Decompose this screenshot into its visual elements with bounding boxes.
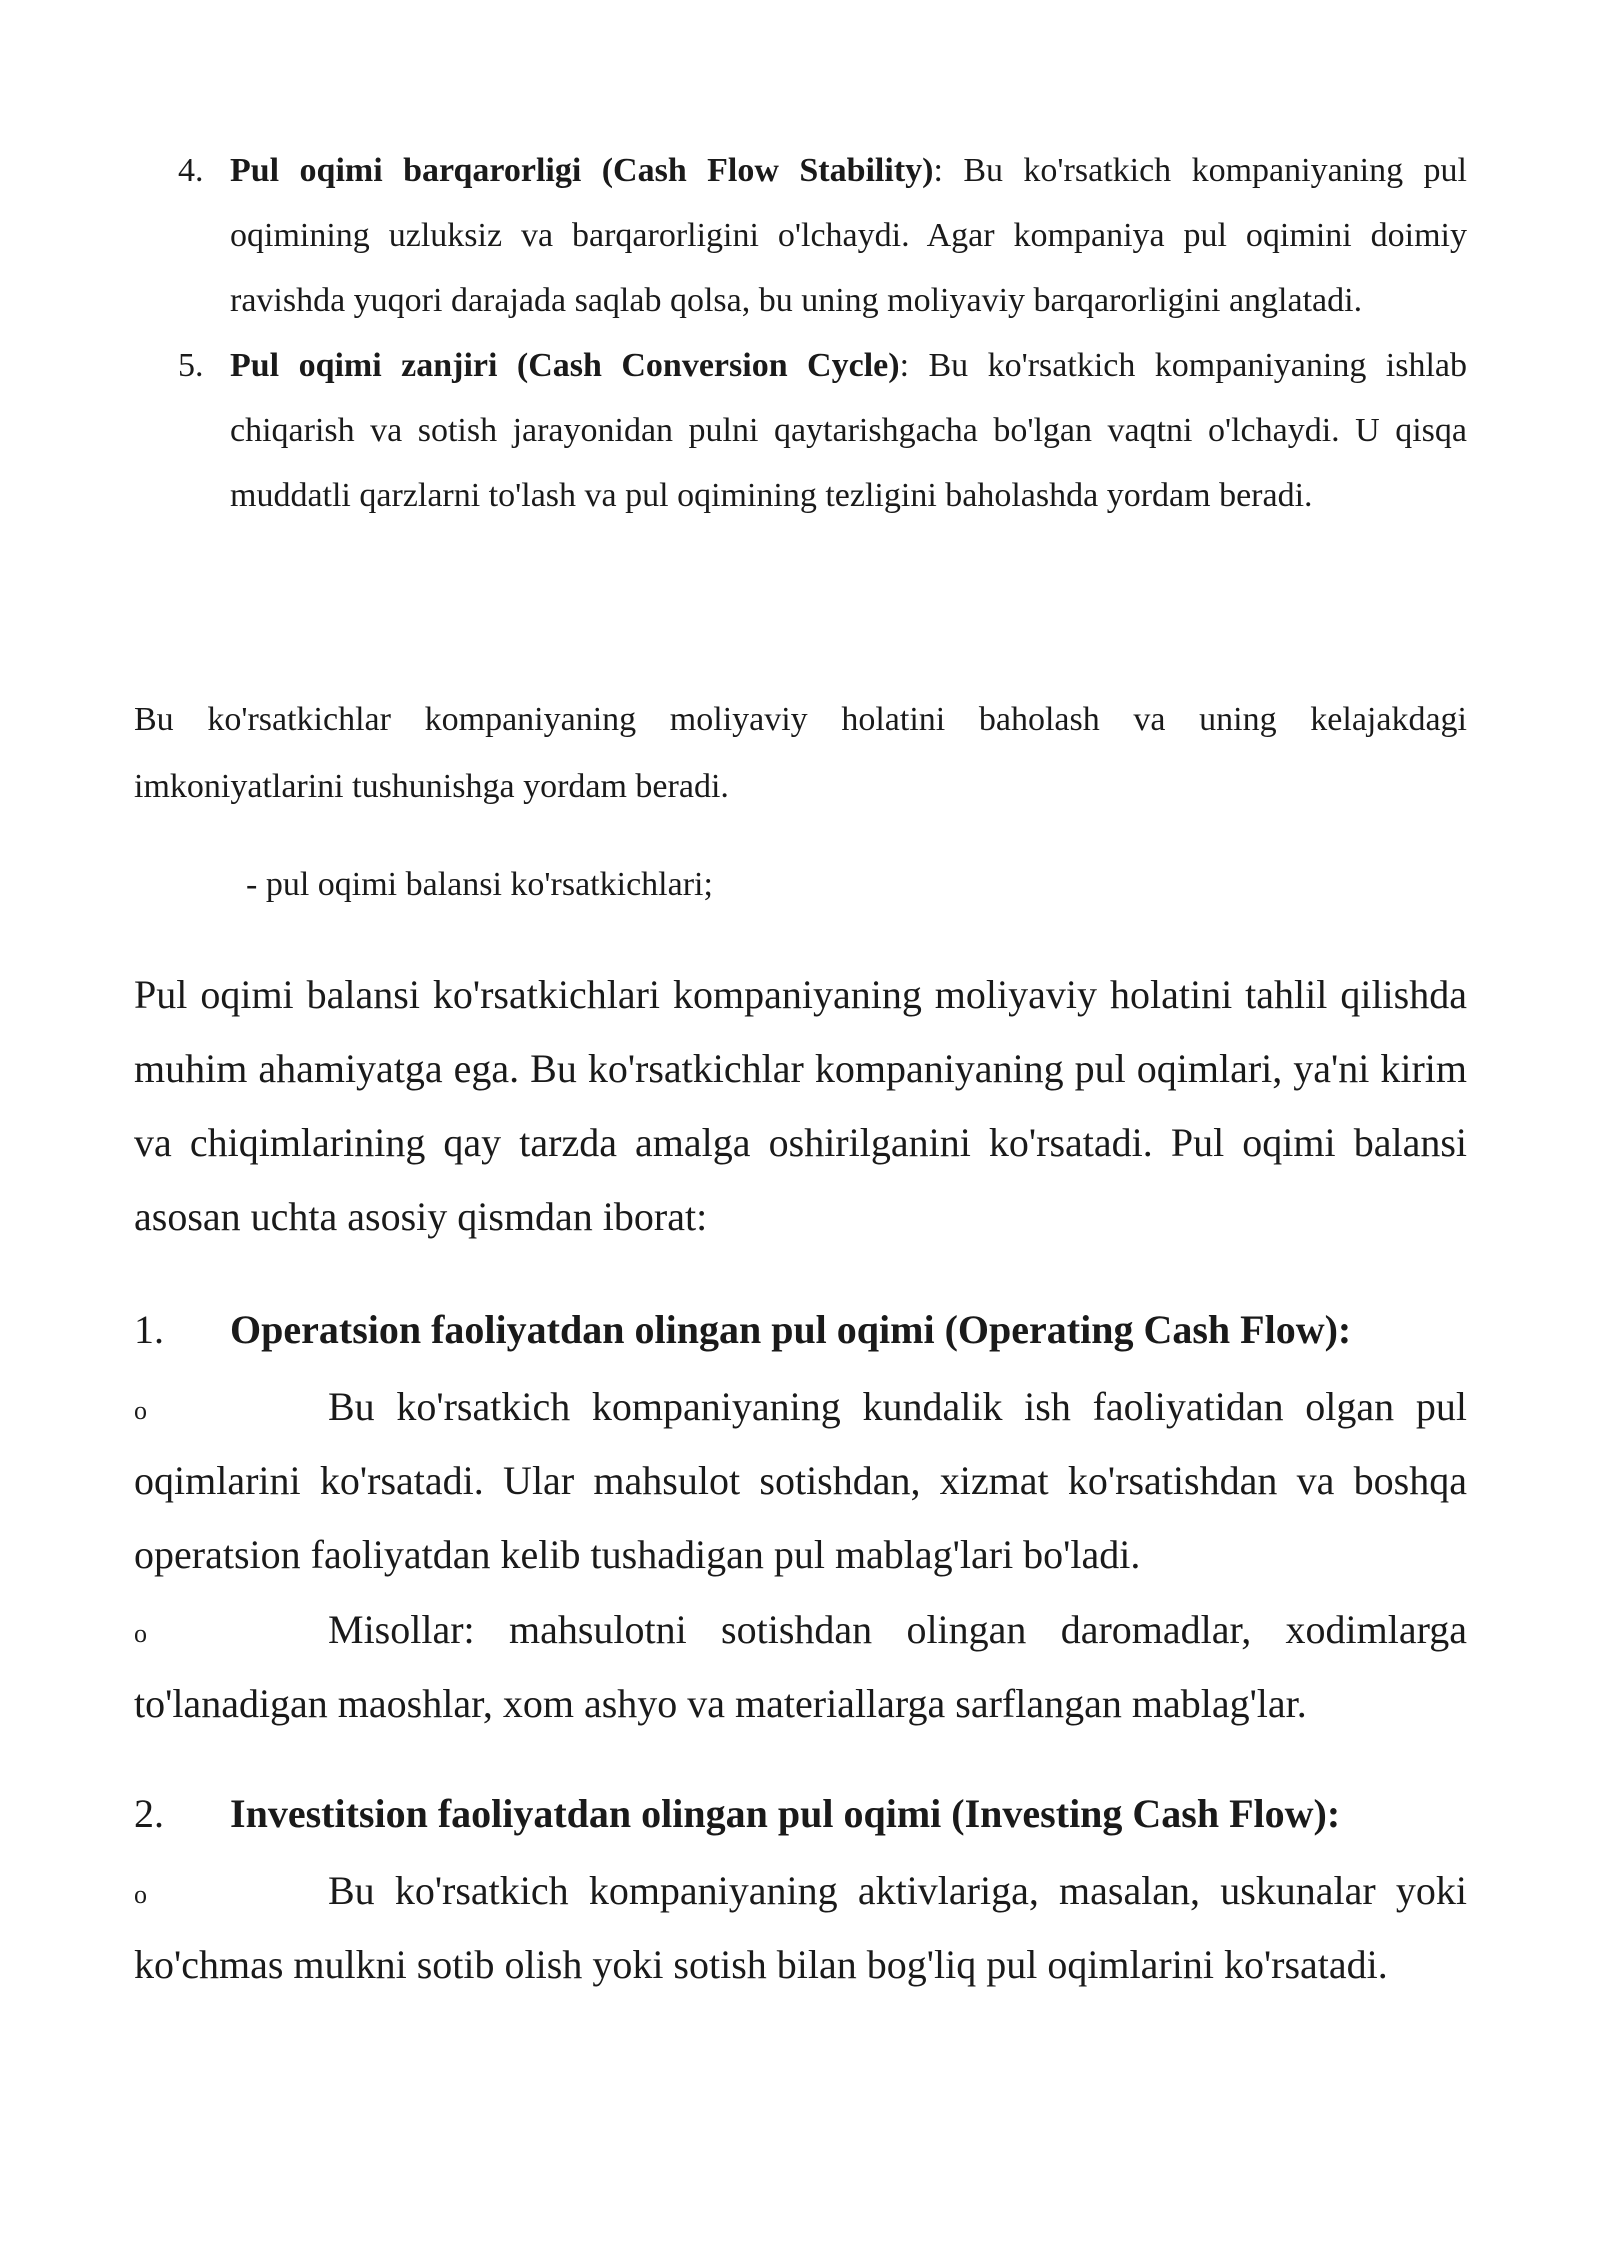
section-heading-investing (134, 1784, 1467, 1844)
section-heading-operating (134, 1300, 1467, 1360)
intro-paragraph: Pul oqimi balansi ko'rsatkichlari kompaniyaning moliyaviy holatini tahlil qilishda muhim ahamiyatga ega. Bu ko'rsatkichlar kompaniyaning pul oqimlari, ya'ni kirim va chiqimlarining qay tarzda amalga oshirilganini ko'rsatadi. Pul oqimi balansi asosan uchta asosiy qismdan iborat: (134, 972, 1467, 1239)
list-item-term: Pul oqimi barqarorligi (Cash Flow Stability) (230, 152, 934, 189)
list-item-number: 4. (178, 152, 204, 189)
section-point (134, 1854, 1467, 2002)
numbered-list (175, 138, 1467, 528)
section-title: Operatsion faoliyatdan olingan pul oqimi (Operating Cash Flow): (230, 1307, 1352, 1352)
bullet-mark: o (134, 1618, 147, 1648)
dash-bullet-line: - pul oqimi balansi ko'rsatkichlari; (246, 866, 713, 903)
bullet-mark: o (134, 1395, 147, 1425)
bullet-mark: o (134, 1879, 147, 1909)
summary-paragraph: Bu ko'rsatkichlar kompaniyaning moliyaviy holatini baholash va uning kelajakdagi imkoniyatlarini tushunishga yordam beradi. (134, 701, 1467, 805)
list-item-text: : Bu ko'rsatkich kompaniyaning pul oqimining uzluksiz va barqarorligini o'lchaydi. Agar kompaniya pul oqimini doimiy ravishda yuqori darajada saqlab qolsa, bu uning moliyaviy barqarorligini anglatadi. (230, 152, 1467, 319)
section-number: 1. (134, 1307, 164, 1352)
section-point (134, 1593, 1467, 1741)
list-item (175, 333, 1467, 528)
section-point-text: Misollar: mahsulotni sotishdan olingan daromadlar, xodimlarga to'lanadigan maoshlar, xom ashyo va materiallarga sarflangan mablag'lar. (134, 1607, 1467, 1726)
list-item-term: Pul oqimi zanjiri (Cash Conversion Cycle) (230, 347, 900, 384)
list-item-text: : Bu ko'rsatkich kompaniyaning ishlab chiqarish va sotish jarayonidan pulni qaytarishgacha bo'lgan vaqtni o'lchaydi. U qisqa muddatli qarzlarni to'lash va pul oqimining tezligini baholashda yordam beradi. (230, 347, 1467, 514)
section-title: Investitsion faoliyatdan olingan pul oqimi (Investing Cash Flow): (230, 1791, 1341, 1836)
list-item (175, 138, 1467, 333)
section-point-text: Bu ko'rsatkich kompaniyaning aktivlariga, masalan, uskunalar yoki ko'chmas mulkni sotib olish yoki sotish bilan bog'liq pul oqimlarini ko'rsatadi. (134, 1868, 1467, 1987)
list-item-number: 5. (178, 347, 204, 384)
section-number: 2. (134, 1791, 164, 1836)
section-point (134, 1370, 1467, 1592)
section-point-text: Bu ko'rsatkich kompaniyaning kundalik ish faoliyatidan olgan pul oqimlarini ko'rsatadi. Ular mahsulot sotishdan, xizmat ko'rsatishdan va boshqa operatsion faoliyatdan kelib tushadigan pul mablag'lari bo'ladi. (134, 1384, 1467, 1577)
